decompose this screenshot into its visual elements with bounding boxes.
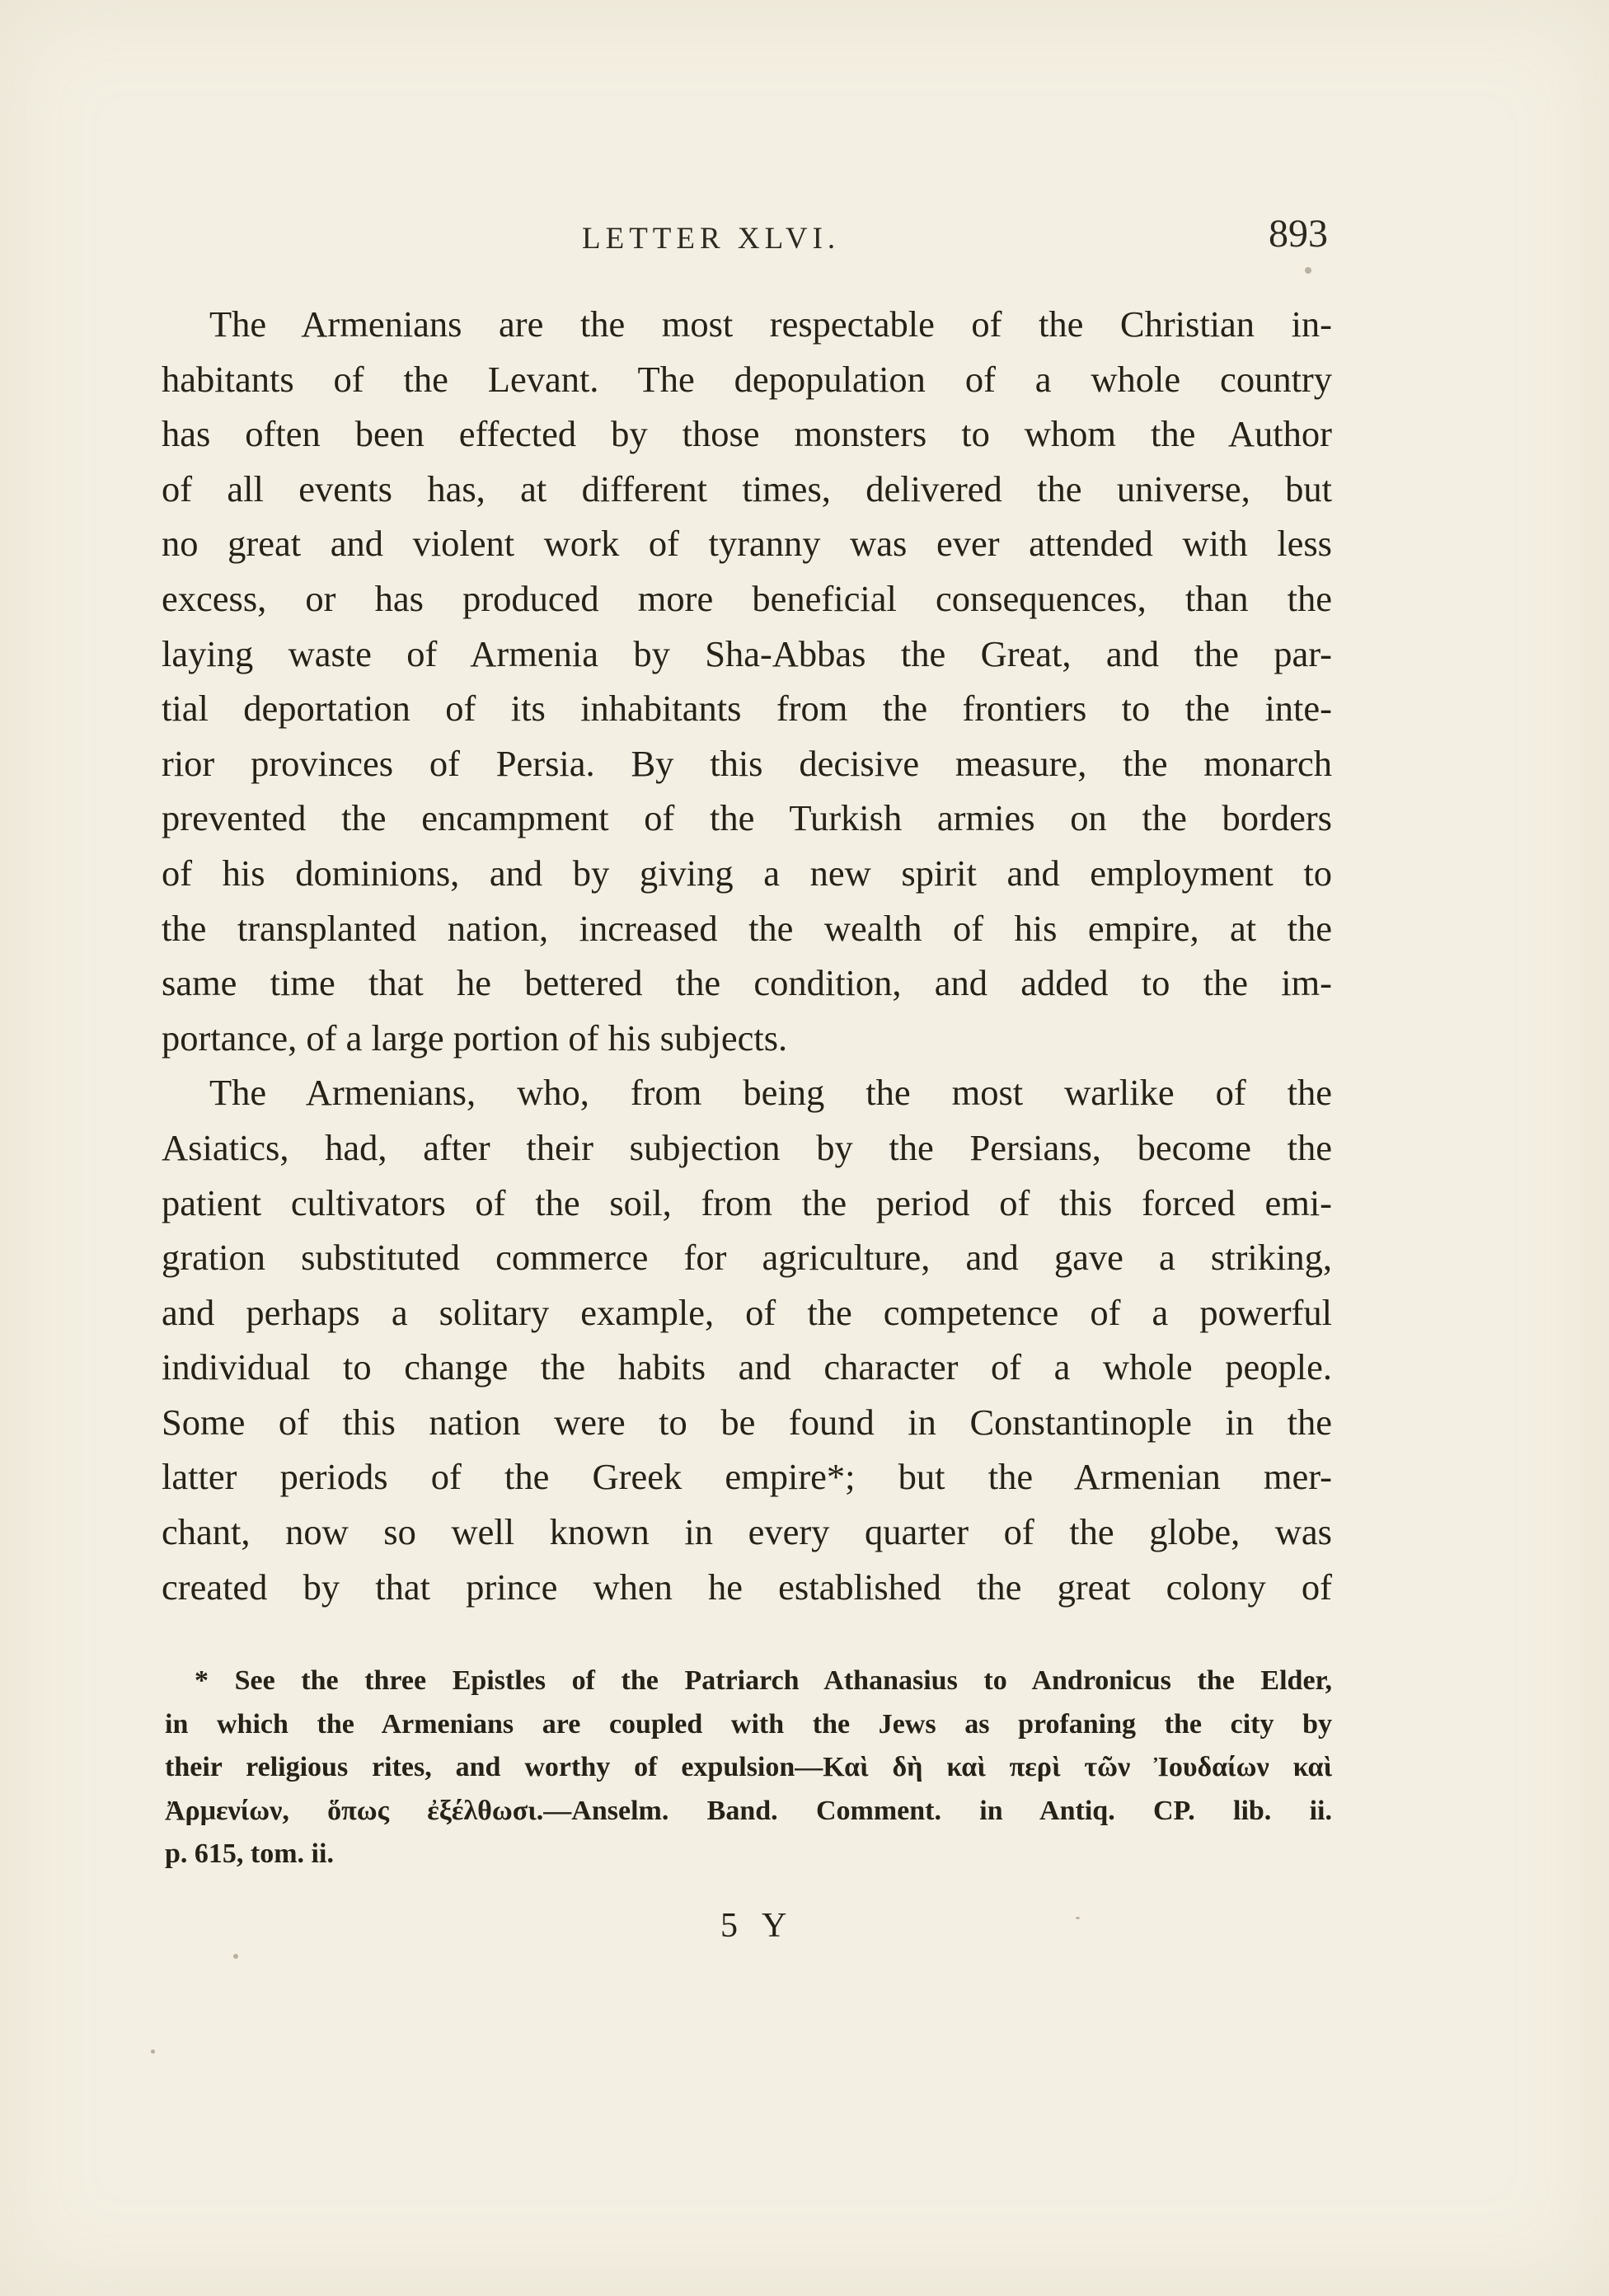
footnote xyxy=(165,1660,1332,1876)
text-line: gration substituted commerce for agriculture, and gave a striking, xyxy=(162,1237,1332,1279)
text-line: chant, now so well known in every quarter of the globe, was xyxy=(162,1511,1332,1553)
text-line: laying waste of Armenia by Sha-Abbas the Great, and the par- xyxy=(162,632,1332,674)
text-line: same time that he bettered the condition, and added to the im- xyxy=(162,962,1332,1004)
footnote-line: in which the Armenians are coupled with the Jews as profaning the city by xyxy=(165,1708,1332,1740)
footnote-line: p. 615, tom. ii. xyxy=(165,1838,334,1869)
signature-mark: 5 Y xyxy=(720,1907,795,1945)
ink-speck xyxy=(151,2049,155,2054)
text-line: and perhaps a solitary example, of the competence of a powerful xyxy=(162,1291,1332,1333)
text-line: individual to change the habits and character of a whole people. xyxy=(162,1346,1332,1388)
text-line: Some of this nation were to be found in Constantinople in the xyxy=(162,1401,1332,1443)
text-line: excess, or has produced more beneficial consequences, than the xyxy=(162,577,1332,619)
text-line: Asiatics, had, after their subjection by the Persians, become the xyxy=(162,1126,1332,1168)
page-number: 893 xyxy=(1269,212,1328,256)
footnote-line: Ἀρμενίων, ὅπως ἐξέλθωσι.—Anselm. Band. Comment. in Antiq. CP. lib. ii. xyxy=(165,1795,1332,1826)
text-line: The Armenians, who, from being the most warlike of the xyxy=(209,1072,1332,1114)
running-head xyxy=(0,212,1609,265)
running-title: LETTER XLVI. xyxy=(582,222,841,256)
text-line: of all events has, at different times, delivered the universe, but xyxy=(162,467,1332,509)
ink-speck xyxy=(233,1954,238,1959)
text-line: no great and violent work of tyranny was ever attended with less xyxy=(162,523,1332,565)
text-line: the transplanted nation, increased the wealth of his empire, at the xyxy=(162,907,1332,949)
footnote-line: * See the three Epistles of the Patriarch Athanasius to Andronicus the Elder, xyxy=(195,1665,1332,1696)
text-line: has often been effected by those monsters to whom the Author xyxy=(162,413,1332,455)
text-line: of his dominions, and by giving a new spirit and employment to xyxy=(162,852,1332,894)
footnote-line: their religious rites, and worthy of expulsion—Καὶ δὴ καὶ περὶ τῶν Ἰουδαίων καὶ xyxy=(165,1752,1332,1782)
ink-speck xyxy=(1076,1917,1080,1919)
text-line: prevented the encampment of the Turkish armies on the borders xyxy=(162,797,1332,839)
text-line: latter periods of the Greek empire*; but the Armenian mer- xyxy=(162,1456,1332,1498)
text-line: habitants of the Levant. The depopulation of a whole country xyxy=(162,358,1332,400)
text-line: portance, of a large portion of his subjects. xyxy=(162,1017,788,1059)
text-line: patient cultivators of the soil, from the period of this forced emi- xyxy=(162,1181,1332,1223)
text-line: The Armenians are the most respectable of the Christian in- xyxy=(209,303,1332,345)
ink-speck xyxy=(1305,267,1311,274)
text-line: rior provinces of Persia. By this decisive measure, the monarch xyxy=(162,742,1332,784)
body-text xyxy=(162,297,1332,1614)
text-line: tial deportation of its inhabitants from the frontiers to the inte- xyxy=(162,688,1332,730)
text-line: created by that prince when he established the great colony of xyxy=(162,1566,1332,1608)
